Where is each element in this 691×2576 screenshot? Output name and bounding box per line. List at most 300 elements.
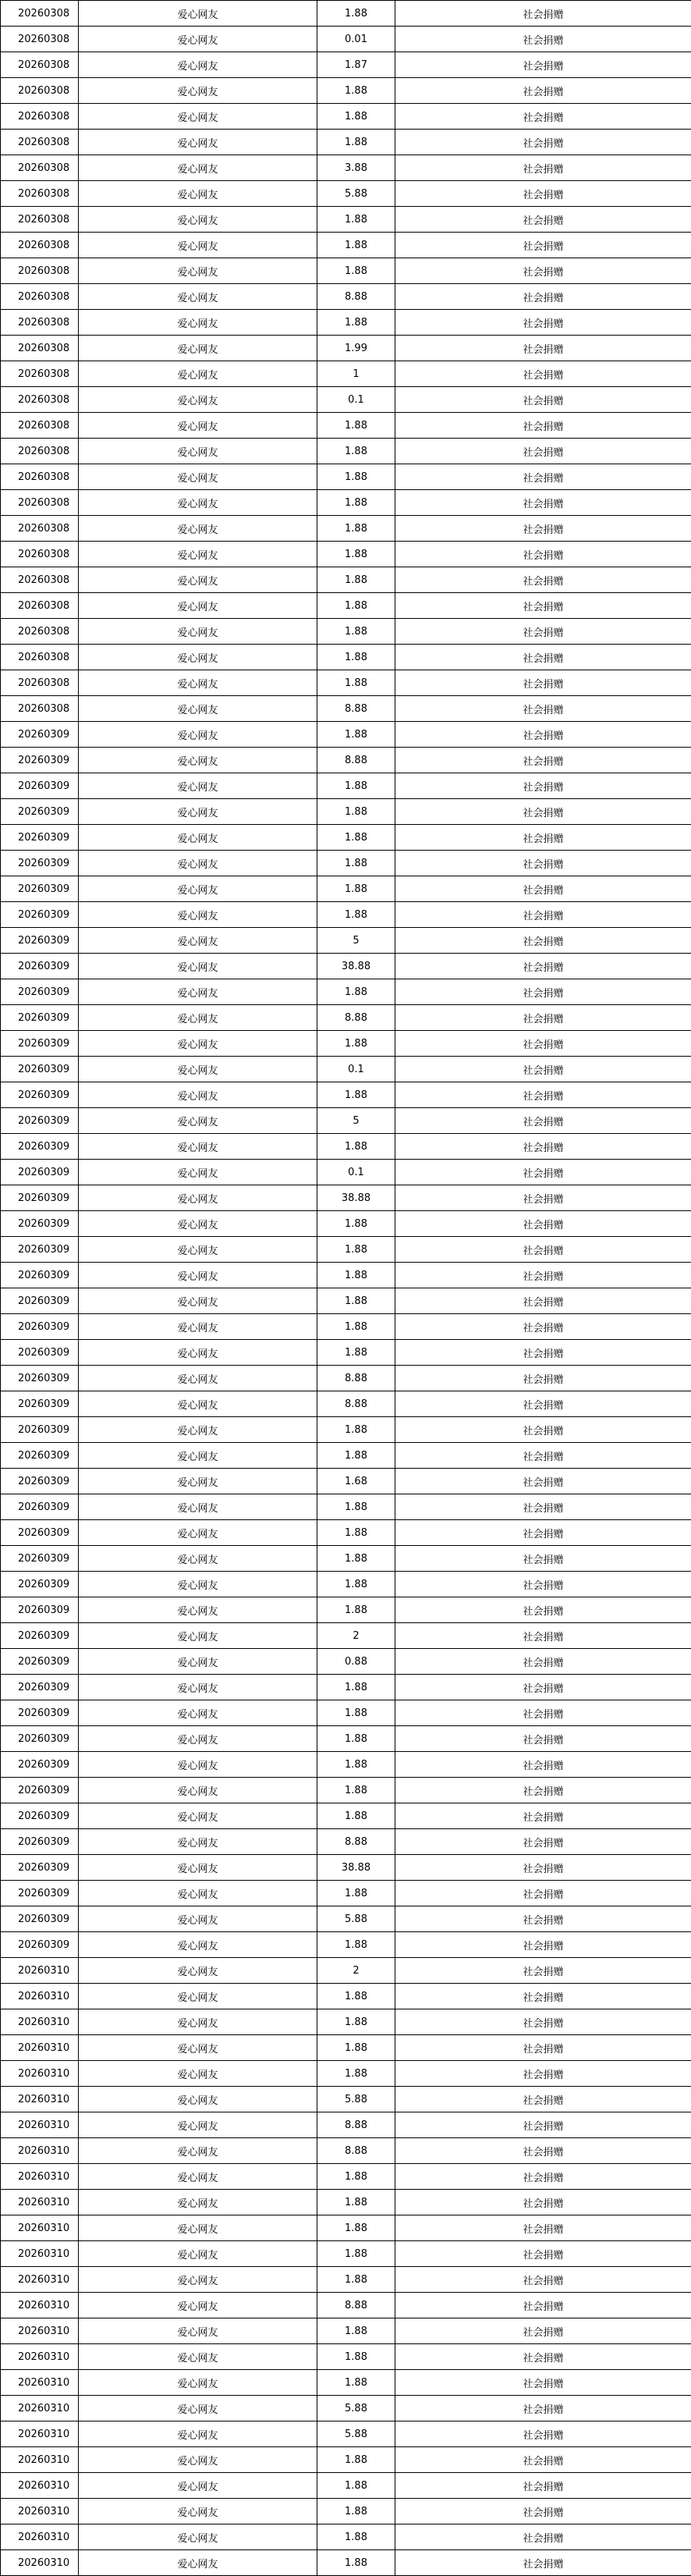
table-row <box>1 490 691 516</box>
date-cell: 20260308 <box>1 52 79 78</box>
date-cell: 20260309 <box>1 1906 79 1932</box>
donor-cell: 爱心网友 <box>79 2112 317 2138</box>
date-cell: 20260310 <box>1 2499 79 2524</box>
donor-cell: 爱心网友 <box>79 593 317 619</box>
table-row <box>1 2318 691 2344</box>
table-row <box>1 1906 691 1932</box>
type-cell: 社会捐赠 <box>395 748 691 773</box>
amount-cell: 38.88 <box>317 954 395 979</box>
date-cell: 20260310 <box>1 2009 79 2035</box>
table-row <box>1 825 691 851</box>
type-cell: 社会捐赠 <box>395 1803 691 1829</box>
amount-cell: 3.88 <box>317 155 395 181</box>
donor-cell: 爱心网友 <box>79 645 317 670</box>
date-cell: 20260308 <box>1 258 79 284</box>
donor-cell: 爱心网友 <box>79 387 317 413</box>
table-row <box>1 1031 691 1057</box>
table-row <box>1 1 691 27</box>
amount-cell: 1.88 <box>317 78 395 104</box>
amount-cell: 5.88 <box>317 2396 395 2421</box>
date-cell: 20260308 <box>1 670 79 696</box>
donor-cell: 爱心网友 <box>79 748 317 773</box>
donor-cell: 爱心网友 <box>79 2164 317 2190</box>
type-cell: 社会捐赠 <box>395 1443 691 1469</box>
donor-cell: 爱心网友 <box>79 336 317 361</box>
date-cell: 20260309 <box>1 1134 79 1160</box>
table-row <box>1 78 691 104</box>
table-row <box>1 1391 691 1417</box>
amount-cell: 1.88 <box>317 258 395 284</box>
date-cell: 20260309 <box>1 1932 79 1958</box>
donor-cell: 爱心网友 <box>79 1160 317 1185</box>
donor-cell: 爱心网友 <box>79 1340 317 1366</box>
date-cell: 20260309 <box>1 1623 79 1649</box>
type-cell: 社会捐赠 <box>395 1649 691 1675</box>
amount-cell: 1.88 <box>317 2447 395 2473</box>
table-row <box>1 2550 691 2576</box>
table-row <box>1 2190 691 2215</box>
table-row <box>1 233 691 258</box>
table-row <box>1 1700 691 1726</box>
amount-cell: 1.88 <box>317 1546 395 1572</box>
type-cell: 社会捐赠 <box>395 284 691 310</box>
type-cell: 社会捐赠 <box>395 2499 691 2524</box>
date-cell: 20260309 <box>1 1855 79 1881</box>
table-row <box>1 2396 691 2421</box>
donor-cell: 爱心网友 <box>79 1134 317 1160</box>
table-row <box>1 2087 691 2112</box>
type-cell: 社会捐赠 <box>395 1108 691 1134</box>
amount-cell: 1.88 <box>317 670 395 696</box>
donor-cell: 爱心网友 <box>79 1649 317 1675</box>
date-cell: 20260309 <box>1 928 79 954</box>
table-row <box>1 2035 691 2061</box>
amount-cell: 1.88 <box>317 1572 395 1597</box>
table-row <box>1 2112 691 2138</box>
donor-cell: 爱心网友 <box>79 1932 317 1958</box>
amount-cell: 1.88 <box>317 2370 395 2396</box>
donor-cell: 爱心网友 <box>79 979 317 1005</box>
date-cell: 20260309 <box>1 1881 79 1906</box>
donor-cell: 爱心网友 <box>79 851 317 876</box>
amount-cell: 5.88 <box>317 2421 395 2447</box>
table-row <box>1 2215 691 2241</box>
table-row <box>1 1340 691 1366</box>
donor-cell: 爱心网友 <box>79 799 317 825</box>
table-row <box>1 1675 691 1700</box>
donor-cell: 爱心网友 <box>79 2009 317 2035</box>
type-cell: 社会捐赠 <box>395 104 691 130</box>
donor-cell: 爱心网友 <box>79 1906 317 1932</box>
amount-cell: 1.88 <box>317 902 395 928</box>
date-cell: 20260309 <box>1 1469 79 1494</box>
table-row <box>1 1469 691 1494</box>
table-row <box>1 2370 691 2396</box>
donor-cell: 爱心网友 <box>79 1958 317 1984</box>
donor-cell: 爱心网友 <box>79 1443 317 1469</box>
date-cell: 20260310 <box>1 1958 79 1984</box>
table-row <box>1 773 691 799</box>
amount-cell: 5 <box>317 928 395 954</box>
donor-cell: 爱心网友 <box>79 155 317 181</box>
amount-cell: 8.88 <box>317 1391 395 1417</box>
date-cell: 20260310 <box>1 2267 79 2293</box>
donor-cell: 爱心网友 <box>79 207 317 233</box>
type-cell: 社会捐赠 <box>395 645 691 670</box>
amount-cell: 1.88 <box>317 1700 395 1726</box>
type-cell: 社会捐赠 <box>395 1675 691 1700</box>
table-row <box>1 1803 691 1829</box>
donor-cell: 爱心网友 <box>79 722 317 748</box>
type-cell: 社会捐赠 <box>395 593 691 619</box>
donor-cell: 爱心网友 <box>79 1881 317 1906</box>
donor-cell: 爱心网友 <box>79 1778 317 1803</box>
type-cell: 社会捐赠 <box>395 928 691 954</box>
donor-cell: 爱心网友 <box>79 2215 317 2241</box>
type-cell: 社会捐赠 <box>395 258 691 284</box>
table-row <box>1 1829 691 1855</box>
table-row <box>1 2009 691 2035</box>
date-cell: 20260309 <box>1 1263 79 1288</box>
table-row <box>1 1082 691 1108</box>
donor-cell: 爱心网友 <box>79 27 317 52</box>
type-cell: 社会捐赠 <box>395 1958 691 1984</box>
date-cell: 20260310 <box>1 2421 79 2447</box>
type-cell: 社会捐赠 <box>395 181 691 207</box>
type-cell: 社会捐赠 <box>395 336 691 361</box>
amount-cell: 1.88 <box>317 490 395 516</box>
type-cell: 社会捐赠 <box>395 1031 691 1057</box>
donor-cell: 爱心网友 <box>79 464 317 490</box>
amount-cell: 1.88 <box>317 1597 395 1623</box>
type-cell: 社会捐赠 <box>395 1546 691 1572</box>
donor-cell: 爱心网友 <box>79 1237 317 1263</box>
type-cell: 社会捐赠 <box>395 2190 691 2215</box>
table-row <box>1 670 691 696</box>
amount-cell: 1.88 <box>317 1803 395 1829</box>
table-row <box>1 954 691 979</box>
type-cell: 社会捐赠 <box>395 2061 691 2087</box>
table-row <box>1 1366 691 1391</box>
amount-cell: 1.88 <box>317 825 395 851</box>
amount-cell: 1.88 <box>317 722 395 748</box>
date-cell: 20260309 <box>1 954 79 979</box>
type-cell: 社会捐赠 <box>395 567 691 593</box>
type-cell: 社会捐赠 <box>395 2447 691 2473</box>
date-cell: 20260309 <box>1 979 79 1005</box>
type-cell: 社会捐赠 <box>395 464 691 490</box>
type-cell: 社会捐赠 <box>395 1417 691 1443</box>
table-row <box>1 2241 691 2267</box>
donor-cell: 爱心网友 <box>79 1984 317 2009</box>
table-row <box>1 1649 691 1675</box>
amount-cell: 1.88 <box>317 1752 395 1778</box>
amount-cell: 1.88 <box>317 619 395 645</box>
date-cell: 20260309 <box>1 1597 79 1623</box>
type-cell: 社会捐赠 <box>395 1469 691 1494</box>
type-cell: 社会捐赠 <box>395 825 691 851</box>
type-cell: 社会捐赠 <box>395 2241 691 2267</box>
type-cell: 社会捐赠 <box>395 1984 691 2009</box>
amount-cell: 0.1 <box>317 1057 395 1082</box>
type-cell: 社会捐赠 <box>395 2267 691 2293</box>
donor-cell: 爱心网友 <box>79 567 317 593</box>
type-cell: 社会捐赠 <box>395 2318 691 2344</box>
amount-cell: 1.88 <box>317 2190 395 2215</box>
table-row <box>1 1160 691 1185</box>
type-cell: 社会捐赠 <box>395 413 691 439</box>
date-cell: 20260308 <box>1 207 79 233</box>
donor-cell: 爱心网友 <box>79 490 317 516</box>
table-row <box>1 1494 691 1520</box>
date-cell: 20260309 <box>1 1314 79 1340</box>
date-cell: 20260309 <box>1 876 79 902</box>
donor-cell: 爱心网友 <box>79 310 317 336</box>
amount-cell: 1.88 <box>317 2499 395 2524</box>
amount-cell: 8.88 <box>317 696 395 722</box>
date-cell: 20260310 <box>1 2550 79 2576</box>
date-cell: 20260309 <box>1 1649 79 1675</box>
type-cell: 社会捐赠 <box>395 2087 691 2112</box>
amount-cell: 1.88 <box>317 1263 395 1288</box>
table-row <box>1 1958 691 1984</box>
donor-cell: 爱心网友 <box>79 1082 317 1108</box>
type-cell: 社会捐赠 <box>395 1160 691 1185</box>
amount-cell: 1.88 <box>317 773 395 799</box>
amount-cell: 1.88 <box>317 1881 395 1906</box>
type-cell: 社会捐赠 <box>395 722 691 748</box>
table-row <box>1 902 691 928</box>
date-cell: 20260310 <box>1 2318 79 2344</box>
donor-cell: 爱心网友 <box>79 1108 317 1134</box>
date-cell: 20260309 <box>1 1366 79 1391</box>
date-cell: 20260309 <box>1 1752 79 1778</box>
donation-table-body <box>1 1 691 2576</box>
table-row <box>1 130 691 155</box>
date-cell: 20260310 <box>1 2370 79 2396</box>
donor-cell: 爱心网友 <box>79 670 317 696</box>
donor-cell: 爱心网友 <box>79 696 317 722</box>
type-cell: 社会捐赠 <box>395 773 691 799</box>
table-row <box>1 27 691 52</box>
table-row <box>1 52 691 78</box>
date-cell: 20260309 <box>1 799 79 825</box>
type-cell: 社会捐赠 <box>395 2138 691 2164</box>
amount-cell: 8.88 <box>317 748 395 773</box>
table-row <box>1 1288 691 1314</box>
table-row <box>1 696 691 722</box>
date-cell: 20260309 <box>1 1391 79 1417</box>
date-cell: 20260310 <box>1 2241 79 2267</box>
date-cell: 20260310 <box>1 2396 79 2421</box>
donor-cell: 爱心网友 <box>79 1314 317 1340</box>
date-cell: 20260310 <box>1 2473 79 2499</box>
donor-cell: 爱心网友 <box>79 1546 317 1572</box>
amount-cell: 5 <box>317 1108 395 1134</box>
donor-cell: 爱心网友 <box>79 1855 317 1881</box>
donor-cell: 爱心网友 <box>79 1803 317 1829</box>
date-cell: 20260310 <box>1 2344 79 2370</box>
amount-cell: 1.88 <box>317 2164 395 2190</box>
type-cell: 社会捐赠 <box>395 1082 691 1108</box>
type-cell: 社会捐赠 <box>395 1005 691 1031</box>
donor-cell: 爱心网友 <box>79 2344 317 2370</box>
amount-cell: 1.88 <box>317 1494 395 1520</box>
amount-cell: 1.88 <box>317 2061 395 2087</box>
amount-cell: 8.88 <box>317 284 395 310</box>
table-row <box>1 1314 691 1340</box>
amount-cell: 1.88 <box>317 1134 395 1160</box>
donor-cell: 爱心网友 <box>79 902 317 928</box>
donor-cell: 爱心网友 <box>79 2035 317 2061</box>
type-cell: 社会捐赠 <box>395 1623 691 1649</box>
amount-cell: 8.88 <box>317 1005 395 1031</box>
type-cell: 社会捐赠 <box>395 1211 691 1237</box>
amount-cell: 1.88 <box>317 2473 395 2499</box>
donor-cell: 爱心网友 <box>79 1366 317 1391</box>
table-row <box>1 748 691 773</box>
table-row <box>1 2267 691 2293</box>
donor-cell: 爱心网友 <box>79 2267 317 2293</box>
type-cell: 社会捐赠 <box>395 1288 691 1314</box>
amount-cell: 1.88 <box>317 2524 395 2550</box>
donor-cell: 爱心网友 <box>79 516 317 542</box>
date-cell: 20260309 <box>1 1185 79 1211</box>
amount-cell: 38.88 <box>317 1855 395 1881</box>
type-cell: 社会捐赠 <box>395 439 691 464</box>
date-cell: 20260308 <box>1 181 79 207</box>
type-cell: 社会捐赠 <box>395 1520 691 1546</box>
amount-cell: 1.88 <box>317 310 395 336</box>
amount-cell: 1.88 <box>317 439 395 464</box>
type-cell: 社会捐赠 <box>395 2550 691 2576</box>
type-cell: 社会捐赠 <box>395 1340 691 1366</box>
date-cell: 20260310 <box>1 2087 79 2112</box>
date-cell: 20260309 <box>1 1494 79 1520</box>
table-row <box>1 2524 691 2550</box>
donor-cell: 爱心网友 <box>79 2318 317 2344</box>
amount-cell: 1.88 <box>317 542 395 567</box>
type-cell: 社会捐赠 <box>395 130 691 155</box>
amount-cell: 2 <box>317 1623 395 1649</box>
amount-cell: 1.88 <box>317 2009 395 2035</box>
date-cell: 20260309 <box>1 1726 79 1752</box>
amount-cell: 0.01 <box>317 27 395 52</box>
donor-cell: 爱心网友 <box>79 1 317 27</box>
amount-cell: 1.88 <box>317 1237 395 1263</box>
donor-cell: 爱心网友 <box>79 284 317 310</box>
date-cell: 20260308 <box>1 387 79 413</box>
type-cell: 社会捐赠 <box>395 387 691 413</box>
type-cell: 社会捐赠 <box>395 233 691 258</box>
amount-cell: 1 <box>317 361 395 387</box>
table-row <box>1 1185 691 1211</box>
type-cell: 社会捐赠 <box>395 2164 691 2190</box>
table-row <box>1 1726 691 1752</box>
date-cell: 20260309 <box>1 1211 79 1237</box>
donor-cell: 爱心网友 <box>79 1829 317 1855</box>
donor-cell: 爱心网友 <box>79 1675 317 1700</box>
table-row <box>1 619 691 645</box>
donor-cell: 爱心网友 <box>79 1520 317 1546</box>
type-cell: 社会捐赠 <box>395 1932 691 1958</box>
table-row <box>1 645 691 670</box>
date-cell: 20260309 <box>1 1675 79 1700</box>
table-row <box>1 1881 691 1906</box>
table-row <box>1 413 691 439</box>
donor-cell: 爱心网友 <box>79 773 317 799</box>
type-cell: 社会捐赠 <box>395 799 691 825</box>
donor-cell: 爱心网友 <box>79 130 317 155</box>
donor-cell: 爱心网友 <box>79 2190 317 2215</box>
donor-cell: 爱心网友 <box>79 1057 317 1082</box>
donor-cell: 爱心网友 <box>79 2524 317 2550</box>
type-cell: 社会捐赠 <box>395 670 691 696</box>
type-cell: 社会捐赠 <box>395 902 691 928</box>
type-cell: 社会捐赠 <box>395 516 691 542</box>
date-cell: 20260308 <box>1 284 79 310</box>
table-row <box>1 464 691 490</box>
amount-cell: 1.88 <box>317 799 395 825</box>
donor-cell: 爱心网友 <box>79 104 317 130</box>
date-cell: 20260309 <box>1 825 79 851</box>
donor-cell: 爱心网友 <box>79 52 317 78</box>
date-cell: 20260310 <box>1 2293 79 2318</box>
date-cell: 20260309 <box>1 1829 79 1855</box>
table-row <box>1 2138 691 2164</box>
donor-cell: 爱心网友 <box>79 825 317 851</box>
table-row <box>1 181 691 207</box>
table-row <box>1 1134 691 1160</box>
type-cell: 社会捐赠 <box>395 490 691 516</box>
donor-cell: 爱心网友 <box>79 2241 317 2267</box>
date-cell: 20260310 <box>1 2524 79 2550</box>
date-cell: 20260308 <box>1 233 79 258</box>
date-cell: 20260308 <box>1 619 79 645</box>
table-row <box>1 1057 691 1082</box>
amount-cell: 1.88 <box>317 233 395 258</box>
table-row <box>1 1855 691 1881</box>
donor-cell: 爱心网友 <box>79 1211 317 1237</box>
date-cell: 20260309 <box>1 1005 79 1031</box>
table-row <box>1 851 691 876</box>
amount-cell: 1.88 <box>317 2215 395 2241</box>
date-cell: 20260309 <box>1 1288 79 1314</box>
date-cell: 20260308 <box>1 593 79 619</box>
donor-cell: 爱心网友 <box>79 2293 317 2318</box>
table-row <box>1 516 691 542</box>
table-row <box>1 387 691 413</box>
type-cell: 社会捐赠 <box>395 155 691 181</box>
donor-cell: 爱心网友 <box>79 2421 317 2447</box>
type-cell: 社会捐赠 <box>395 2370 691 2396</box>
date-cell: 20260309 <box>1 1572 79 1597</box>
donor-cell: 爱心网友 <box>79 2447 317 2473</box>
donor-cell: 爱心网友 <box>79 1417 317 1443</box>
date-cell: 20260309 <box>1 1700 79 1726</box>
date-cell: 20260308 <box>1 490 79 516</box>
donor-cell: 爱心网友 <box>79 1031 317 1057</box>
amount-cell: 1.88 <box>317 1675 395 1700</box>
type-cell: 社会捐赠 <box>395 542 691 567</box>
table-row <box>1 2421 691 2447</box>
type-cell: 社会捐赠 <box>395 1572 691 1597</box>
amount-cell: 1.88 <box>317 567 395 593</box>
donor-cell: 爱心网友 <box>79 1494 317 1520</box>
date-cell: 20260309 <box>1 773 79 799</box>
table-row <box>1 876 691 902</box>
donor-cell: 爱心网友 <box>79 928 317 954</box>
